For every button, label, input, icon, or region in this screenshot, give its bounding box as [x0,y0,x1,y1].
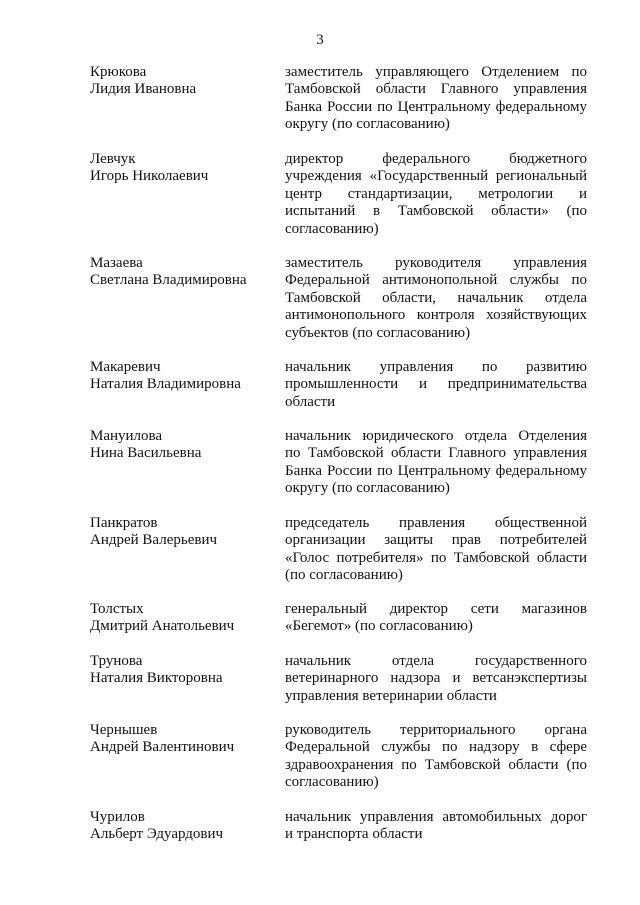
position-line: по Тамбовской области Главного управления [285,445,587,462]
position-line: Тамбовской области, начальник отдела [285,289,587,306]
member-given-name: Лидия Ивановна [90,81,197,98]
member-name [90,255,270,290]
member-given-name: Андрей Валентинович [90,739,235,756]
member-position [285,653,587,705]
position-line: организации защиты прав потребителей [285,532,587,549]
position-line: испытаний в Тамбовской области» (по [285,203,587,220]
position-line: согласованию) [285,220,379,237]
member-surname: Крюкова [90,64,147,80]
member-name [90,809,270,844]
position-line: генеральный директор сети магазинов [285,601,587,617]
position-line: управления ветеринарии области [285,687,497,704]
member-position [285,359,587,411]
position-line: антимонопольного контроля хозяйствующих [285,307,587,324]
member-name [90,151,270,186]
member-given-name: Наталия Викторовна [90,670,223,687]
position-line: начальник юридического отдела Отделения [285,428,587,444]
member-surname: Мануилова [90,428,163,444]
position-line: начальник управления по развитию [285,359,587,375]
position-line: начальник отдела государственного [285,653,587,669]
position-line: Федеральной службы по надзору в сфере [285,739,587,756]
member-name [90,64,270,99]
position-line: заместитель руководителя управления [285,255,587,271]
member-position [285,64,587,134]
member-name [90,653,270,688]
member-surname: Трунова [90,653,143,669]
position-line: Тамбовской области Главного управления [285,81,587,98]
position-line: заместитель управляющего Отделением по [285,64,587,80]
member-name [90,601,270,636]
member-given-name: Нина Васильевна [90,445,202,462]
position-line: округу (по согласованию) [285,116,450,133]
member-surname: Чурилов [90,809,145,825]
page-number: 3 [316,32,324,48]
member-name [90,515,270,550]
member-given-name: Светлана Владимировна [90,272,247,289]
member-surname: Мазаева [90,255,143,271]
position-line: согласованию) [285,774,379,791]
member-surname: Макаревич [90,359,161,375]
position-line: руководитель территориального органа [285,722,587,738]
position-line: начальник управления автомобильных дорог [285,809,587,825]
member-given-name: Игорь Николаевич [90,168,209,185]
member-name [90,722,270,757]
position-line: председатель правления общественной [285,515,587,531]
position-line: и транспорта области [285,826,423,843]
member-name [90,428,270,463]
member-given-name: Андрей Валерьевич [90,532,218,549]
member-position [285,151,587,238]
member-position [285,722,587,792]
member-name [90,359,270,394]
position-line: «Бегемот» (по согласованию) [285,618,473,635]
position-line: промышленности и предпринимательства [285,376,587,393]
member-surname: Чернышев [90,722,158,738]
member-given-name: Наталия Владимировна [90,376,241,393]
member-surname: Левчук [90,151,136,167]
position-line: субъектов (по согласованию) [285,324,471,341]
position-line: Банка России по Центральному федеральному [285,98,587,115]
position-line: ветеринарного надзора и ветсанэкспертизы [285,670,587,687]
member-given-name: Дмитрий Анатольевич [90,618,235,635]
member-position [285,809,587,844]
position-line: Федеральной антимонопольной службы по [285,272,587,289]
position-line: директор федерального бюджетного [285,151,587,167]
position-line: области [285,393,336,410]
position-line: «Голос потребителя» по Тамбовской области [285,549,587,566]
position-line: учреждения «Государственный региональный [285,168,587,185]
member-surname: Толстых [90,601,144,617]
member-position [285,255,587,342]
position-line: здравоохранения по Тамбовской области (по [285,756,587,773]
member-position [285,515,587,585]
position-line: (по согласованию) [285,567,403,584]
member-position [285,428,587,498]
member-surname: Панкратов [90,515,158,531]
member-given-name: Альберт Эдуардович [90,826,224,843]
position-line: округу (по согласованию) [285,480,450,497]
position-line: Банка России по Центральному федеральному [285,462,587,479]
position-line: центр стандартизации, метрологии и [285,185,587,202]
member-position [285,601,587,636]
